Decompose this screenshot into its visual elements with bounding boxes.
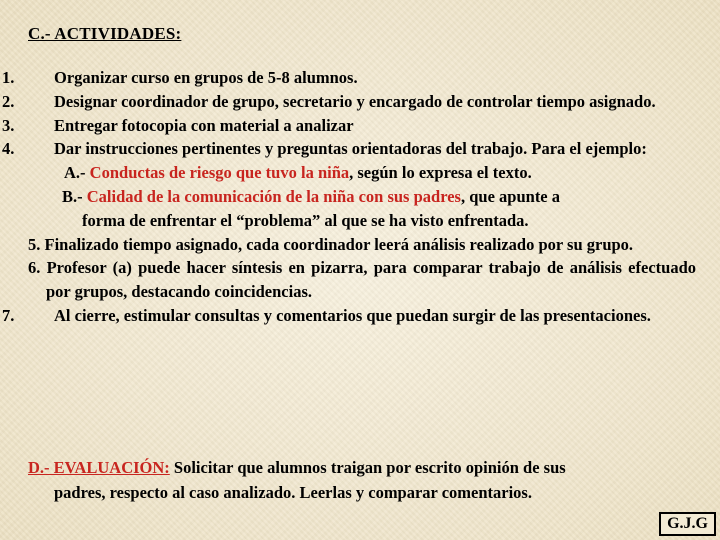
evaluation-text: Solicitar que alumnos traigan por escrito opinión de sus [169,458,566,477]
item-number: 1. [2,68,15,87]
list-item [2,66,696,90]
activities-list [2,66,696,328]
sub-item-rest: , que apunte a [460,186,561,206]
sub-item-continuation: forma de enfrentar el “problema” al que se ha visto enfrentada. [82,210,529,230]
item-text: Al cierre, estimular consultas y comentarios que puedan surgir de las presentaciones. [54,305,651,325]
sub-item-a [28,161,696,185]
sub-item-highlight: Conductas de riesgo que tuvo la niña [89,163,350,183]
evaluation-continuation: padres, respecto al caso analizado. Leerlas y comparar comentarios. [54,483,532,502]
item-number: 7. [2,305,15,325]
list-item [2,90,696,114]
item-text: Dar instrucciones pertinentes y preguntas orientadoras del trabajo. Para el ejemplo: [54,139,647,159]
item-number: 6. [28,258,41,278]
item-number: 2. [2,91,15,111]
item-number: 3. [2,115,15,135]
list-item [28,256,696,304]
item-text: Designar coordinador de grupo, secretario y encargado de controlar tiempo asignado. [54,91,656,111]
sub-item-b [28,185,696,233]
list-item [2,304,696,328]
item-text: Finalizado tiempo asignado, cada coordinador leerá análisis realizado por su grupo. [44,234,634,254]
item-text: Entregar fotocopia con material a analizar [54,115,354,135]
item-number: 4. [2,139,15,159]
item-text: Organizar curso en grupos de 5-8 alumnos. [54,68,358,87]
sub-item-prefix: B.- [62,186,87,206]
sub-item-rest: , según lo expresa el texto. [349,163,532,183]
sub-item-highlight: Calidad de la comunicación de la niña con sus padres [86,186,461,206]
item-text: Profesor (a) puede hacer síntesis en pizarra, para comparar trabajo de análisis efectuado por grupos, destacando coincidencias. [46,258,696,302]
list-item [2,114,696,138]
author-initials-badge: G.J.G [659,512,716,536]
sub-item-prefix: A.- [64,163,90,183]
section-heading: C.- ACTIVIDADES: [28,24,182,43]
item-number: 5. [28,234,41,254]
evaluation-paragraph [28,455,696,505]
list-item [28,233,696,257]
evaluation-label: D.- EVALUACIÓN: [28,458,170,477]
list-item [2,137,696,161]
